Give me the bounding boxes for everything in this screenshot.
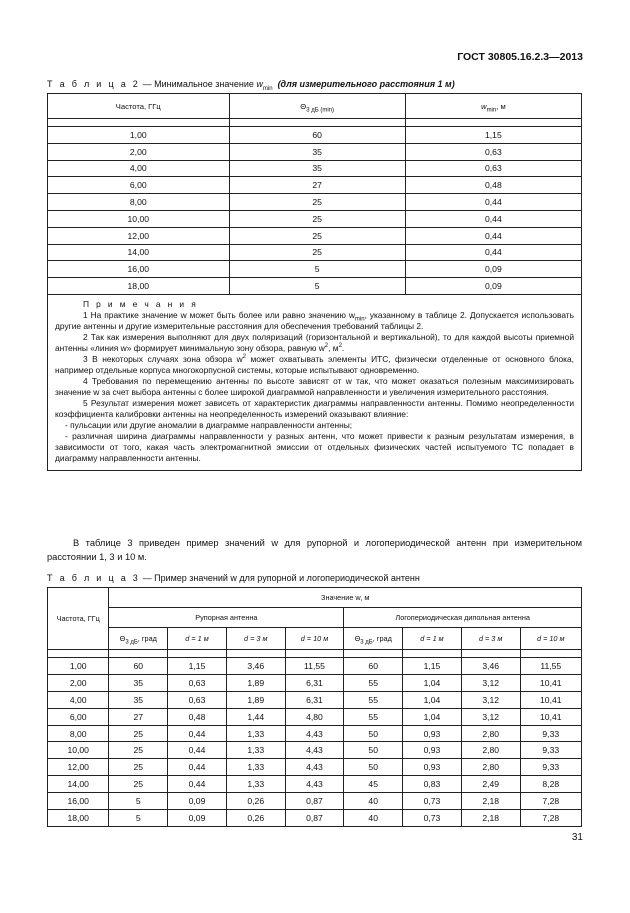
- table3-cell: 1,04: [403, 674, 462, 691]
- table2-cell: 25: [229, 210, 405, 227]
- table2-cell: 10,00: [48, 210, 230, 227]
- note-4: 4 Требования по перемещению антенны по высоте зависят от w так, что может оказаться полезным максимизировать значение w за счет выбора антенны с более широкой диаграммой направленности и увеличения измерительного расстояния.: [55, 375, 574, 397]
- page-number: 31: [571, 832, 583, 843]
- table3-cell: 50: [344, 725, 403, 742]
- table3-value-header: Значение w, м: [109, 588, 582, 608]
- note-1: [55, 310, 574, 332]
- wmin-unit: , м: [496, 101, 506, 111]
- table3-cell: 1,33: [226, 776, 285, 793]
- standard-designation: ГОСТ 30805.16.2.3—2013: [457, 51, 583, 63]
- table3-cell: 40: [344, 810, 403, 827]
- table2-cell: 5: [229, 278, 405, 295]
- table2-col-theta: [229, 94, 405, 119]
- table3-cell: 0,93: [403, 742, 462, 759]
- table2-caption-dash: —: [140, 79, 155, 89]
- table2-header-row: [48, 94, 582, 119]
- note-3: [55, 354, 574, 376]
- note-1-text-a: 1 На практике значение w может быть более или равно значению w: [83, 309, 355, 320]
- table2-row: [48, 127, 582, 144]
- table3-cell: 1,33: [226, 742, 285, 759]
- table3-cell: 6,31: [285, 691, 344, 708]
- table3-cell: 2,80: [461, 742, 520, 759]
- table3-cell: 14,00: [48, 776, 109, 793]
- table3-cell: 0,26: [226, 810, 285, 827]
- table2-cell: 0,44: [405, 194, 581, 211]
- table3-cell: 0,44: [168, 725, 227, 742]
- theta-subscript: 3 дБ: [125, 639, 138, 646]
- table3-cell: 9,33: [520, 742, 581, 759]
- table3-horn-d10: [285, 628, 344, 650]
- table3-cell: 55: [344, 691, 403, 708]
- table2-notes: [48, 294, 582, 470]
- table3-cell: 6,31: [285, 674, 344, 691]
- table2-row: [48, 143, 582, 160]
- note-1-sub: min: [354, 316, 365, 323]
- table3-cell: 1,89: [226, 691, 285, 708]
- table3-cell: 3,12: [461, 708, 520, 725]
- table3-cell: 2,80: [461, 725, 520, 742]
- table3-row: [48, 742, 582, 759]
- table2-cell: 60: [229, 127, 405, 144]
- table3-cell: 11,55: [285, 658, 344, 675]
- table3-cell: 0,73: [403, 810, 462, 827]
- table3-cell: 2,00: [48, 674, 109, 691]
- d1-label: d = 1 м: [185, 634, 209, 643]
- table3-cell: 3,46: [461, 658, 520, 675]
- table2-cell: 35: [229, 160, 405, 177]
- table2-cell: 0,09: [405, 261, 581, 278]
- table3-cell: 40: [344, 793, 403, 810]
- table3-cell: 60: [109, 658, 168, 675]
- theta-symbol: Θ: [354, 634, 361, 643]
- table3-cell: 0,09: [168, 793, 227, 810]
- table3-cell: 1,33: [226, 759, 285, 776]
- table3-cell: 4,43: [285, 759, 344, 776]
- table3-lpda-header: Логопериодическая дипольная антенна: [344, 608, 582, 628]
- table3-spacer-row: [48, 650, 582, 658]
- table2-cell: 4,00: [48, 160, 230, 177]
- table2-cell: 14,00: [48, 244, 230, 261]
- table3-cell: 7,28: [520, 793, 581, 810]
- table3-cell: 11,55: [520, 658, 581, 675]
- table2-cell: 1,15: [405, 127, 581, 144]
- table3-cell: 4,43: [285, 725, 344, 742]
- table2-cell: 35: [229, 143, 405, 160]
- table3-cell: 35: [109, 674, 168, 691]
- table3-cell: 10,41: [520, 674, 581, 691]
- table3-header-row-2: [48, 608, 582, 628]
- table3-lpda-theta: [344, 628, 403, 650]
- note-5: 5 Результат измерения может зависеть от характеристик диаграммы направленности антенны. Помимо неопределенности коэффициента калибровки антенны на неопределенность измерений оказывают влияние:: [55, 397, 574, 419]
- table3-cell: 0,48: [168, 708, 227, 725]
- table3-header-row-3: [48, 628, 582, 650]
- table3-cell: 4,43: [285, 742, 344, 759]
- theta-subscript: 3 дБ (min): [306, 107, 334, 114]
- table2-cell: 12,00: [48, 227, 230, 244]
- table3-cell: 25: [109, 725, 168, 742]
- table3-cell: 0,26: [226, 793, 285, 810]
- table3-cell: 18,00: [48, 810, 109, 827]
- table3-lpda-d1: [403, 628, 462, 650]
- table3-cell: 9,33: [520, 759, 581, 776]
- d3-label: d = 3 м: [244, 634, 268, 643]
- table3-row: [48, 725, 582, 742]
- table3-cell: 8,00: [48, 725, 109, 742]
- table3-cell: 1,04: [403, 708, 462, 725]
- table2-row: [48, 194, 582, 211]
- note-2: [55, 332, 574, 354]
- theta-symbol: Θ: [300, 101, 307, 111]
- table3-cell: 0,93: [403, 759, 462, 776]
- table3-horn-d3: [226, 628, 285, 650]
- table3-cell: 0,73: [403, 793, 462, 810]
- table2-cell: 8,00: [48, 194, 230, 211]
- table2-cell: 0,44: [405, 244, 581, 261]
- table2-cell: 25: [229, 227, 405, 244]
- table3-horn-header: Рупорная антенна: [109, 608, 344, 628]
- table3-cell: 10,41: [520, 708, 581, 725]
- table3-cell: 4,80: [285, 708, 344, 725]
- table2-row: [48, 177, 582, 194]
- table3-row: [48, 793, 582, 810]
- table3-cell: 0,87: [285, 810, 344, 827]
- table3-cell: 35: [109, 691, 168, 708]
- table2-row: [48, 227, 582, 244]
- table2-row: [48, 244, 582, 261]
- table2-caption-italic: (для измерительного расстояния 1 м): [277, 79, 455, 89]
- table3-row: [48, 658, 582, 675]
- table2-cell: 6,00: [48, 177, 230, 194]
- table3-cell: 12,00: [48, 759, 109, 776]
- table3-cell: 3,46: [226, 658, 285, 675]
- table2-notes-row: [48, 294, 582, 470]
- table3-cell: 0,44: [168, 742, 227, 759]
- table2-cell: 25: [229, 244, 405, 261]
- table2-row: [48, 160, 582, 177]
- table3-cell: 3,12: [461, 691, 520, 708]
- theta-unit: , град: [372, 634, 392, 643]
- table3-cell: 1,04: [403, 691, 462, 708]
- table3-cell: 25: [109, 759, 168, 776]
- d10-label: d = 10 м: [537, 634, 565, 643]
- note-1-text-b: , указанному в таблице 2. Допускается использовать другие антенны и другие измерительные расстояния для обеспечения требований таблицы 2.: [55, 309, 575, 331]
- table3-cell: 1,44: [226, 708, 285, 725]
- table3-cell: 16,00: [48, 793, 109, 810]
- wmin-subscript: min: [486, 107, 497, 114]
- table3-cell: 0,93: [403, 725, 462, 742]
- table3-cell: 55: [344, 674, 403, 691]
- table3-cell: 55: [344, 708, 403, 725]
- table2-row: [48, 278, 582, 295]
- table3-row: [48, 776, 582, 793]
- table2-cell: 2,00: [48, 143, 230, 160]
- table3-cell: 3,12: [461, 674, 520, 691]
- table3-row: [48, 810, 582, 827]
- table2-caption-w: w: [256, 79, 263, 89]
- table3-col-frequency: Частота, ГГц: [48, 588, 109, 650]
- table2-col-frequency: Частота, ГГц: [48, 94, 230, 119]
- table3-cell: 9,33: [520, 725, 581, 742]
- table3-cell: 25: [109, 742, 168, 759]
- table3-cell: 6,00: [48, 708, 109, 725]
- table3-row: [48, 708, 582, 725]
- table3-cell: 60: [344, 658, 403, 675]
- table3-cell: 10,41: [520, 691, 581, 708]
- table3-cell: 0,87: [285, 793, 344, 810]
- table2-cell: 0,44: [405, 210, 581, 227]
- table2-row: [48, 210, 582, 227]
- table3-cell: 8,28: [520, 776, 581, 793]
- table3-caption-label: Т а б л и ц а 3: [47, 573, 141, 583]
- table3-cell: 25: [109, 776, 168, 793]
- table2-cell: 0,63: [405, 160, 581, 177]
- note-2-text-a: 2 Так как измерения выполняют для двух поляризаций (горизонтальной и вертикальной), то для каждой высоты приемной антенны «линия w» формирует минимальную зону обзора, равную w: [55, 331, 574, 353]
- table3-cell: 1,00: [48, 658, 109, 675]
- table3-cell: 0,09: [168, 810, 227, 827]
- note-5-dash-2: - различная ширина диаграммы направленности у разных антенн, что может привести к разным результатам измерения, в зависимости от того, какая часть электромагнитной эмиссии от отдельных физических частей испытуемого ТС попадает в диаграмму направленности антенны.: [55, 430, 574, 463]
- note-2-sup2: 2: [338, 343, 342, 350]
- table3: [47, 587, 582, 827]
- table3-cell: 0,44: [168, 776, 227, 793]
- table3-cell: 1,33: [226, 725, 285, 742]
- table2-cell: 27: [229, 177, 405, 194]
- table3-cell: 5: [109, 793, 168, 810]
- note-2-sup: 2: [324, 343, 329, 350]
- table3-cell: 0,63: [168, 691, 227, 708]
- table3-horn-theta: [109, 628, 168, 650]
- table2-cell: 16,00: [48, 261, 230, 278]
- wmin-symbol: w: [481, 101, 487, 111]
- table2-col-wmin: [405, 94, 581, 119]
- table2-cell: 25: [229, 194, 405, 211]
- table3-cell: 4,43: [285, 776, 344, 793]
- d1-label: d = 1 м: [420, 634, 444, 643]
- table3-caption: [47, 573, 420, 583]
- note-5-dash-1: - пульсации или другие аномалии в диаграмме направленности антенны;: [65, 419, 353, 430]
- table3-cell: 5: [109, 810, 168, 827]
- table3-cell: 27: [109, 708, 168, 725]
- table3-horn-d1: [168, 628, 227, 650]
- table2-cell: 1,00: [48, 127, 230, 144]
- table3-caption-text: — Пример значений w для рупорной и логопериодической антенн: [140, 573, 420, 583]
- table3-cell: 50: [344, 742, 403, 759]
- table3-cell: 10,00: [48, 742, 109, 759]
- notes-label: П р и м е ч а н и я: [83, 298, 199, 309]
- table2-cell: 5: [229, 261, 405, 278]
- theta-unit: , град: [137, 634, 157, 643]
- table3-row: [48, 759, 582, 776]
- table3-row: [48, 674, 582, 691]
- table2-row: [48, 261, 582, 278]
- table3-cell: 0,63: [168, 674, 227, 691]
- table3-cell: 1,15: [168, 658, 227, 675]
- table3-cell: 1,15: [403, 658, 462, 675]
- note-2-text-b: , м: [328, 342, 339, 353]
- d3-label: d = 3 м: [478, 634, 503, 643]
- note-3-text-b: может охватывать элементы ИТС, физически отделенные от основного блока, например отдельные корпуса многокорпусной системы, которые испытывают одновременно.: [55, 353, 574, 375]
- table3-row: [48, 691, 582, 708]
- table3-cell: 2,49: [461, 776, 520, 793]
- table3-cell: 2,80: [461, 759, 520, 776]
- table3-cell: 2,18: [461, 810, 520, 827]
- table2-cell: 0,48: [405, 177, 581, 194]
- table2-caption-label: Т а б л и ц а 2: [47, 79, 141, 89]
- table3-lpda-d10: [520, 628, 581, 650]
- table2-cell: 0,44: [405, 227, 581, 244]
- table3-cell: 7,28: [520, 810, 581, 827]
- table2-cell: 18,00: [48, 278, 230, 295]
- theta-subscript: 3 дБ: [360, 639, 373, 646]
- table2-caption-w-sub: min: [262, 85, 273, 92]
- table3-cell: 2,18: [461, 793, 520, 810]
- table2-caption-text: Минимальное значение: [154, 79, 257, 89]
- table2-cell: 0,09: [405, 278, 581, 295]
- theta-symbol: Θ: [119, 634, 126, 643]
- table3-lpda-d3: [461, 628, 520, 650]
- note-2-text-c: .: [341, 342, 345, 353]
- table3-cell: 45: [344, 776, 403, 793]
- table3-cell: 0,44: [168, 759, 227, 776]
- note-3-text-a: 3 В некоторых случаях зона обзора w: [83, 353, 243, 364]
- intro-paragraph: В таблице 3 приведен пример значений w для рупорной и логопериодической антенн при измерительном расстоянии 1, 3 и 10 м.: [47, 538, 582, 562]
- table3-header-row-1: [48, 588, 582, 608]
- table2: [47, 93, 582, 471]
- table2-spacer-row: [48, 119, 582, 127]
- note-3-sup: 2: [242, 354, 246, 361]
- d10-label: d = 10 м: [300, 634, 329, 643]
- table3-cell: 50: [344, 759, 403, 776]
- table3-cell: 0,83: [403, 776, 462, 793]
- table2-cell: 0,63: [405, 143, 581, 160]
- table3-cell: 4,00: [48, 691, 109, 708]
- table3-cell: 1,89: [226, 674, 285, 691]
- table2-caption: [47, 79, 455, 92]
